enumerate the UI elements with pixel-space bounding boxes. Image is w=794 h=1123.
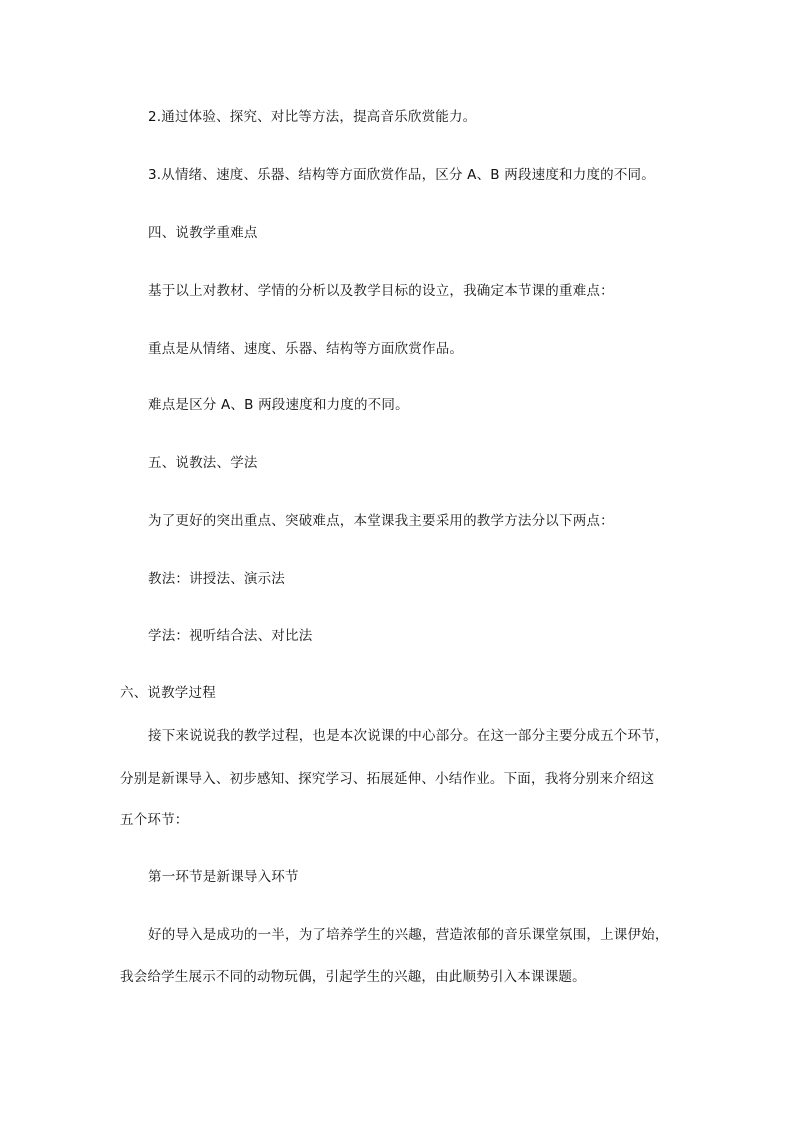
section-5-heading: 五、说教法、学法 (148, 455, 258, 471)
paragraph-text: 基于以上对教材、学情的分析以及教学目标的设立，我确定本节课的重难点： (148, 283, 614, 299)
teaching-method-text: 教法：讲授法、演示法 (148, 571, 285, 587)
key-point-text: 重点是从情绪、速度、乐器、结构等方面欣赏作品。 (148, 341, 464, 357)
stage-1-heading: 第一环节是新课导入环节 (148, 869, 299, 885)
learning-method-text: 学法：视听结合法、对比法 (148, 628, 313, 644)
paragraph-text: 五个环节： (120, 812, 189, 828)
paragraph-text: 为了更好的突出重点、突破难点，本堂课我主要采用的教学方法分以下两点： (148, 513, 614, 529)
paragraph-text: 分别是新课导入、初步感知、探究学习、拓展延伸、小结作业。下面，我将分别来介绍这 (120, 771, 655, 787)
section-4-heading: 四、说教学重难点 (148, 225, 258, 241)
goal-3-text: 3.从情绪、速度、乐器、结构等方面欣赏作品，区分 A、B 两段速度和力度的不同。 (148, 167, 655, 183)
difficult-point-text: 难点是区分 A、B 两段速度和力度的不同。 (148, 397, 409, 413)
paragraph-text: 好的导入是成功的一半，为了培养学生的兴趣，营造浓郁的音乐课堂氛围，上课伊始， (148, 927, 669, 943)
paragraph-text: 接下来说说我的教学过程，也是本次说课的中心部分。在这一部分主要分成五个环节， (148, 728, 669, 744)
goal-2-text: 2.通过体验、探究、对比等方法，提高音乐欣赏能力。 (148, 109, 477, 125)
section-6-heading: 六、说教学过程 (120, 685, 216, 701)
paragraph-text: 我会给学生展示不同的动物玩偶，引起学生的兴趣，由此顺势引入本课课题。 (120, 969, 586, 985)
